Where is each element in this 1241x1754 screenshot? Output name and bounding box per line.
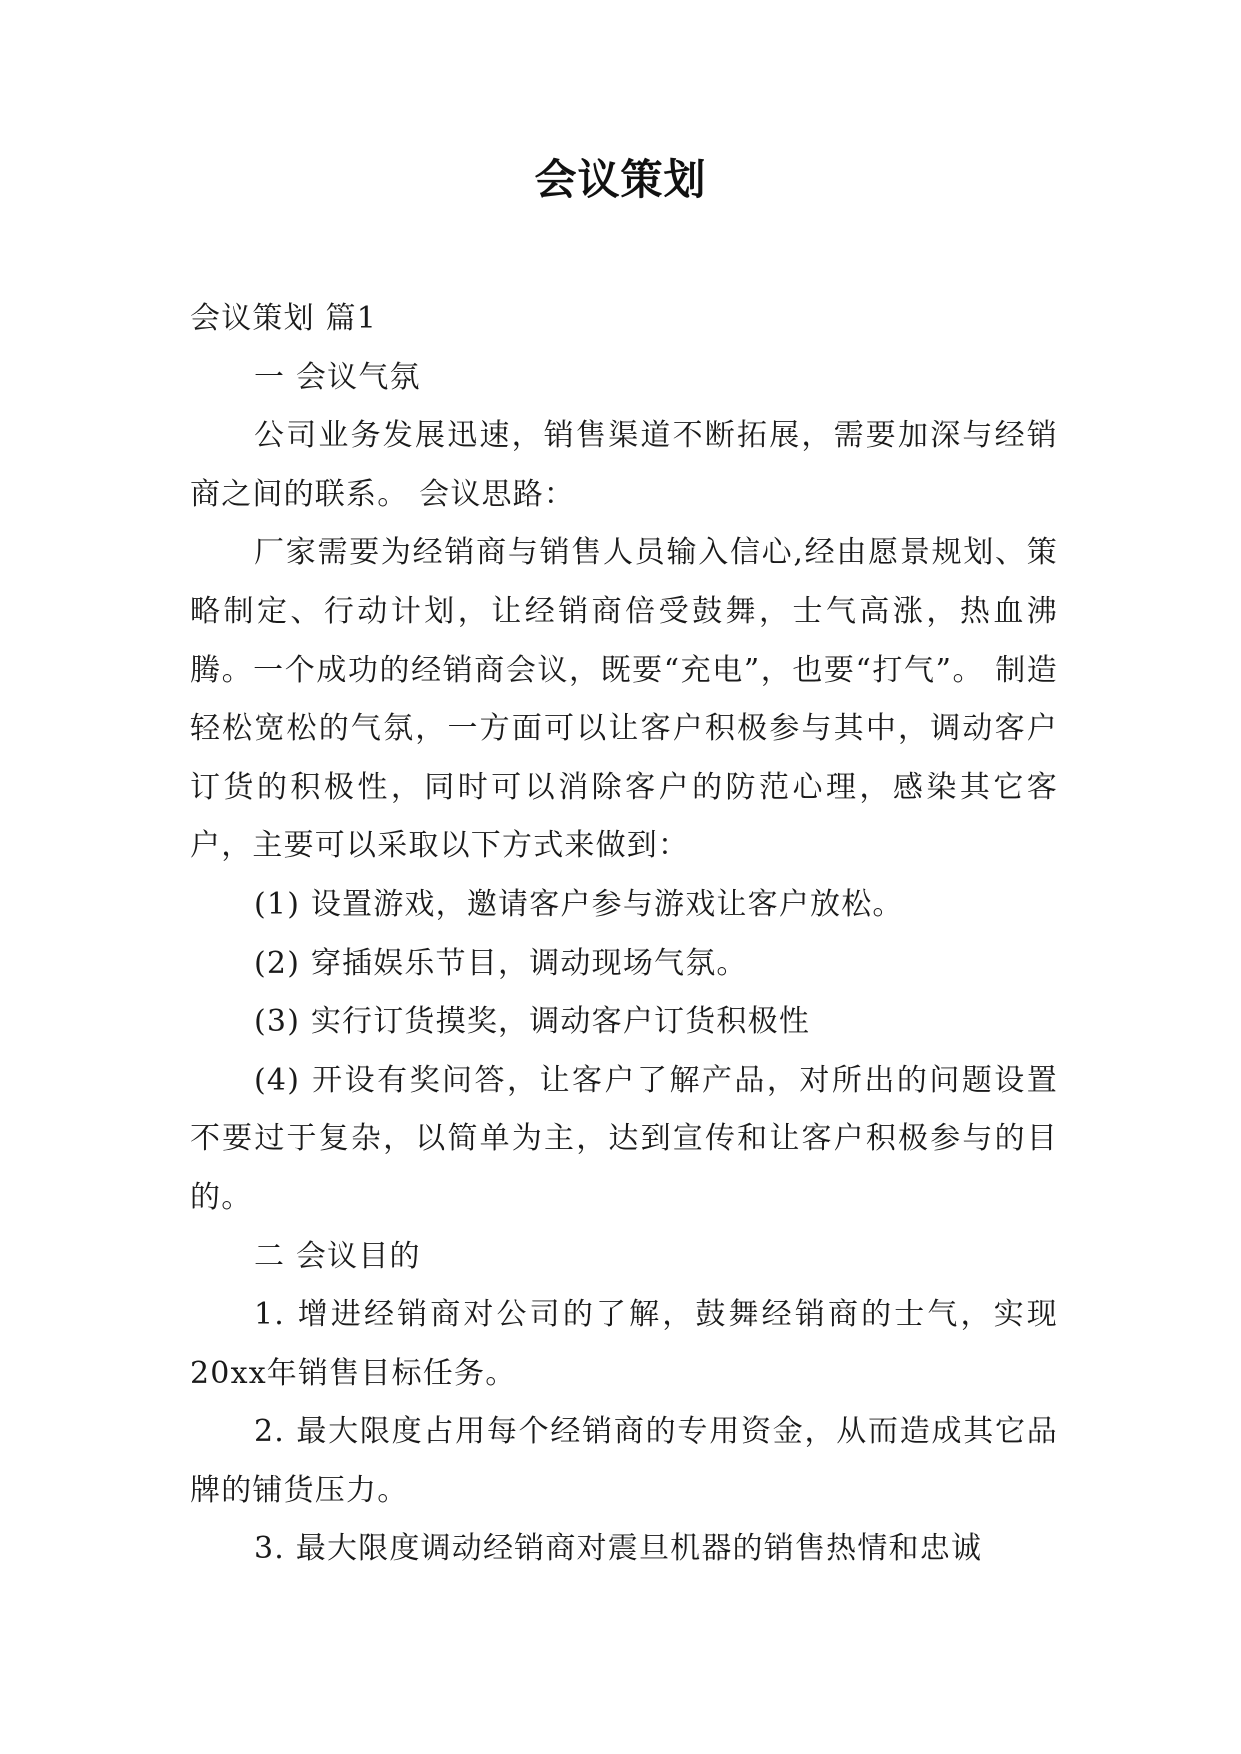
paragraph-heading-1: 一 会议气氛 — [254, 359, 421, 395]
paragraph: 厂家需要为经销商与销售人员输入信心,经由愿景规划、策略制定、行动计划，让经销商倍受鼓舞，士气高涨，热血沸腾。一个成功的经销商会议，既要“充电”，也要“打气”。 制造轻松宽松的气氛，一方面可以让客户积极参与其中，调动客户订货的积极性，同时可以消除客户的防范心理，感染其它客户，主要可以采取以下方式来做到： — [190, 535, 1058, 864]
page-title: 会议策划 — [534, 155, 707, 204]
list-item: (1) 设置游戏，邀请客户参与游戏让客户放松。 — [254, 886, 904, 922]
list-item: (2) 穿插娱乐节目，调动现场气氛。 — [254, 945, 748, 981]
section-heading: 会议策划 篇1 — [190, 301, 378, 336]
list-item: 3. 最大限度调动经销商对震旦机器的销售热情和忠诚 — [254, 1531, 983, 1567]
list-item: 1. 增进经销商对公司的了解，鼓舞经销商的士气，实现20xx年销售目标任务。 — [190, 1297, 1058, 1391]
paragraph: 公司业务发展迅速，销售渠道不断拓展，需要加深与经销商之间的联系。 会议思路： — [190, 418, 1058, 512]
list-item: (3) 实行订货摸奖，调动客户订货积极性 — [254, 1004, 811, 1040]
document-body — [190, 290, 1058, 1579]
list-item: 2. 最大限度占用每个经销商的专用资金，从而造成其它品牌的铺货压力。 — [190, 1414, 1058, 1508]
list-item: (4) 开设有奖问答，让客户了解产品，对所出的问题设置不要过于复杂，以简单为主，达到宣传和让客户积极参与的目的。 — [190, 1062, 1058, 1215]
paragraph-heading-2: 二 会议目的 — [254, 1238, 421, 1274]
